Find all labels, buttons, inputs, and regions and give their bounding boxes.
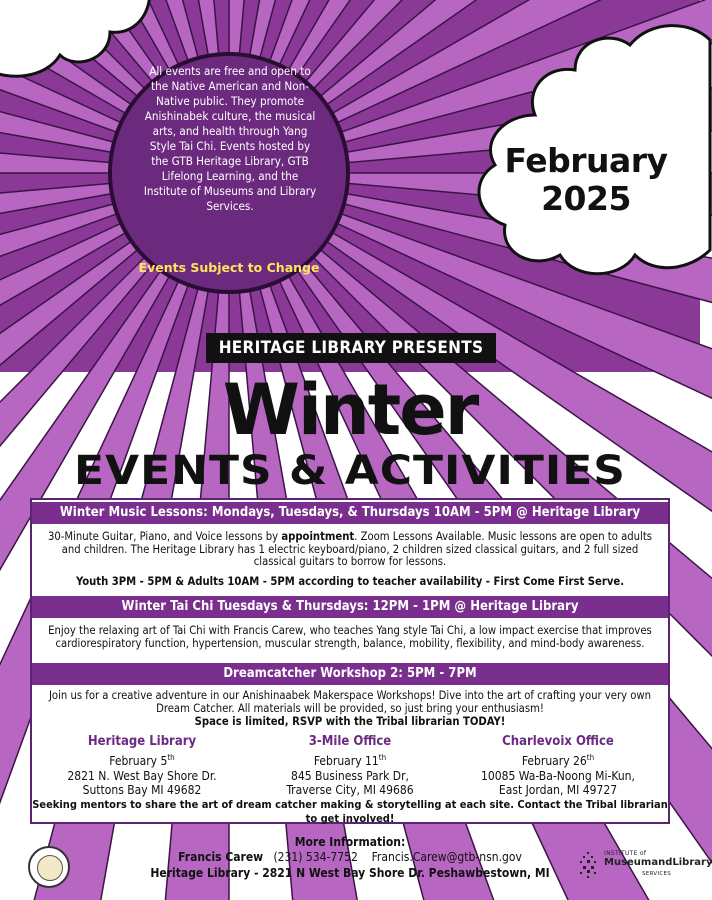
contact-email[interactable]: Francis.Carew@gtb-nsn.gov — [371, 850, 522, 864]
dreamcatcher-rsvp: Space is limited, RSVP with the Tribal librarian TODAY! — [194, 715, 506, 728]
imls-line-2: MuseumandLibrary — [604, 857, 712, 868]
location-address-1: 2821 N. West Bay Shore Dr. — [67, 769, 217, 783]
mentors-call: Seeking mentors to share the art of dream catcher making & storytelling at each site. Contact the Tribal librarian to get involved! — [32, 798, 668, 825]
tai-chi-heading: Winter Tai Chi Tuesdays & Thursdays: 12PM - 1PM @ Heritage Library — [32, 596, 668, 618]
events-subject-to-change-note: Events Subject to Change — [138, 260, 320, 275]
location-address-1: 10085 Wa-Ba-Noong Mi-Kun, — [481, 769, 635, 783]
location-name: Charlevoix Office — [502, 734, 614, 749]
date-heading — [488, 142, 684, 218]
imls-line-1: INSTITUTE of — [604, 850, 647, 857]
contact-phone[interactable]: (231) 534-7752 — [273, 850, 358, 864]
workshop-locations — [32, 734, 668, 798]
date-suffix: th — [378, 753, 387, 762]
title-events-activities: EVENTS & ACTIVITIES — [74, 447, 626, 494]
location-date — [244, 750, 456, 769]
music-lessons-heading: Winter Music Lessons: Mondays, Tuesdays, & Thursdays 10AM - 5PM @ Heritage Library — [32, 502, 668, 524]
more-information-label: More Information: — [294, 835, 406, 849]
tai-chi-description: Enjoy the relaxing art of Tai Chi with Francis Carew, who teaches Yang style Tai Chi, a low impact exercise that improves cardiorespiratory function, hypertension, muscular strength, balance, mobility, flexibility, and mind-body awareness. — [48, 624, 652, 650]
location-address-2: Traverse City, MI 49686 — [286, 783, 414, 797]
music-desc-appointment: appointment — [281, 530, 355, 543]
imls-logo — [578, 848, 712, 884]
imls-line-3: SERVICES — [642, 871, 672, 877]
location-date — [36, 750, 248, 769]
events-box — [30, 498, 670, 824]
presents-banner: HERITAGE LIBRARY PRESENTS — [206, 333, 496, 363]
location-heritage-library — [36, 734, 248, 797]
location-3-mile-office — [244, 734, 456, 797]
date-suffix: th — [586, 753, 595, 762]
date-text: February 26 — [521, 754, 587, 768]
location-address-2: East Jordan, MI 49727 — [498, 783, 618, 797]
location-charlevoix-office — [452, 734, 664, 797]
library-address: Heritage Library - 2821 N West Bay Shore Dr. Peshawbestown, MI — [150, 866, 550, 880]
dreamcatcher-description: Join us for a creative adventure in our Anishinaabek Makerspace Workshops! Dive into the art of crafting your very own Dream Catcher. All materials will be provided, so just bring your enthusiasm! — [48, 689, 652, 715]
contact-name: Francis Carew — [178, 850, 264, 864]
date-suffix: th — [167, 753, 175, 762]
location-name: Heritage Library — [87, 734, 197, 749]
location-address-1: 845 Business Park Dr, — [291, 769, 409, 783]
imls-logo-icon — [578, 850, 600, 880]
intro-text: All events are free and open to the Native American and Non-Native public. They promote Anishinabek culture, the musical arts, and health through Yang Style Tai Chi. Events hosted by the GTB Heritage Library, GTB Lifelong Learning, and the Institute of Museums and Library Services. — [143, 64, 317, 213]
music-lessons-schedule: Youth 3PM - 5PM & Adults 10AM - 5PM according to teacher availability - First Come First Serve. — [75, 575, 625, 588]
music-desc-start: 30-Minute Guitar, Piano, and Voice lessons by — [47, 530, 282, 543]
music-desc-rest: . Zoom Lessons Available. Music lessons are open to adults and children. The Heritage Library has 1 electric keyboard/piano, 2 children sized classical guitars, and 2 full sized classical guitars to borrow for lessons. — [61, 530, 653, 569]
location-date — [452, 750, 664, 769]
hero-banner — [0, 0, 700, 372]
month-label: February — [504, 141, 668, 180]
music-lessons-description — [40, 531, 660, 569]
date-text: February 11 — [313, 754, 379, 768]
location-name: 3-Mile Office — [308, 734, 392, 749]
year-label: 2025 — [541, 179, 631, 218]
date-text: February 5 — [109, 754, 168, 768]
title-winter: Winter — [222, 369, 478, 451]
dreamcatcher-heading: Dreamcatcher Workshop 2: 5PM - 7PM — [32, 663, 668, 685]
location-address-2: Suttons Bay MI 49682 — [82, 783, 202, 797]
